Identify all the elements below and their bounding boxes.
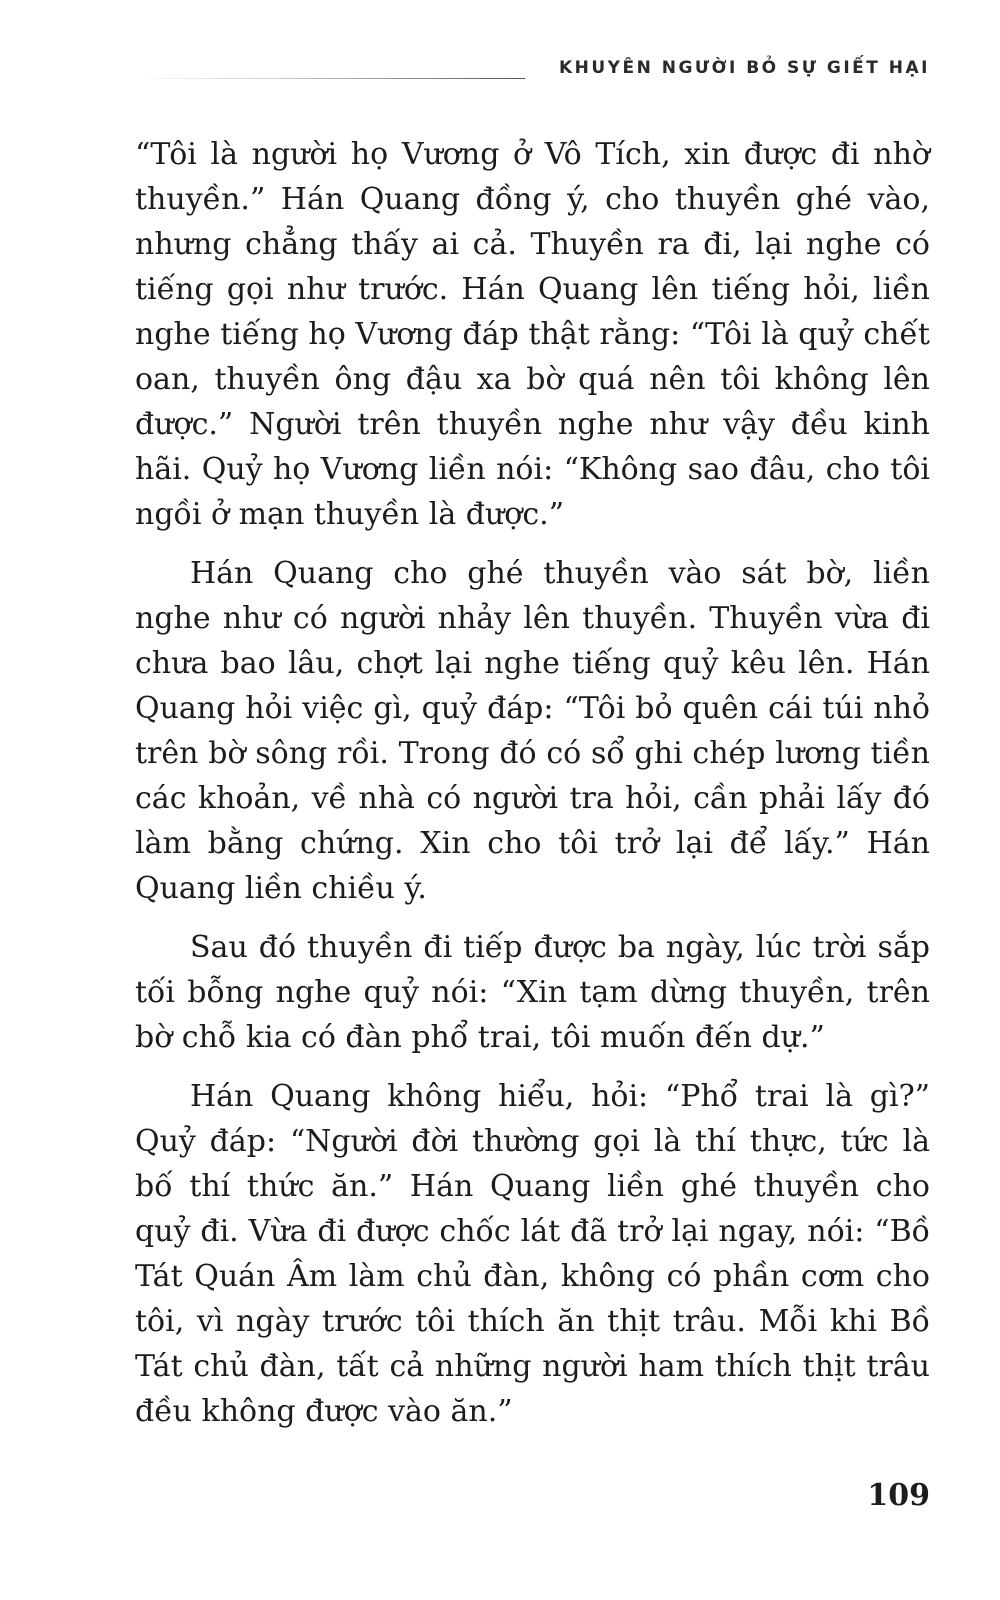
paragraph-3: Sau đó thuyền đi tiếp được ba ngày, lúc trời sắp tối bỗng nghe quỷ nói: “Xin tạm dừng thuyền, trên bờ chỗ kia có đàn phổ trai, tôi muốn đến dự.”	[135, 930, 930, 1055]
header-rule	[135, 78, 525, 79]
header-title: KHUYÊN NGƯỜI BỎ SỰ GIẾT HẠI	[558, 58, 930, 78]
page-number: 109	[867, 1478, 930, 1513]
paragraph-2: Hán Quang cho ghé thuyền vào sát bờ, liền nghe như có người nhảy lên thuyền. Thuyền vừa đi chưa bao lâu, chợt lại nghe tiếng quỷ kêu lên. Hán Quang hỏi việc gì, quỷ đáp: “Tôi bỏ quên cái túi nhỏ trên bờ sông rồi. Trong đó có sổ ghi chép lương tiền các khoản, về nhà có người tra hỏi, cần phải lấy đó làm bằng chứng. Xin cho tôi trở lại để lấy.” Hán Quang liền chiều ý.	[135, 556, 930, 906]
running-header	[135, 58, 930, 88]
paragraph-1: “Tôi là người họ Vương ở Vô Tích, xin được đi nhờ thuyền.” Hán Quang đồng ý, cho thuyền ghé vào, nhưng chẳng thấy ai cả. Thuyền ra đi, lại nghe có tiếng gọi như trước. Hán Quang lên tiếng hỏi, liền nghe tiếng họ Vương đáp thật rằng: “Tôi là quỷ chết oan, thuyền ông đậu xa bờ quá nên tôi không lên được.” Người trên thuyền nghe như vậy đều kinh hãi. Quỷ họ Vương liền nói: “Không sao đâu, cho tôi ngồi ở mạn thuyền là được.”	[135, 137, 930, 532]
body-text	[135, 132, 930, 1448]
paragraph-4: Hán Quang không hiểu, hỏi: “Phổ trai là gì?” Quỷ đáp: “Người đời thường gọi là thí thực, tức là bố thí thức ăn.” Hán Quang liền ghé thuyền cho quỷ đi. Vừa đi được chốc lát đã trở lại ngay, nói: “Bồ Tát Quán Âm làm chủ đàn, không có phần cơm cho tôi, vì ngày trước tôi thích ăn thịt trâu. Mỗi khi Bồ Tát chủ đàn, tất cả những người ham thích thịt trâu đều không được vào ăn.”	[135, 1079, 930, 1429]
